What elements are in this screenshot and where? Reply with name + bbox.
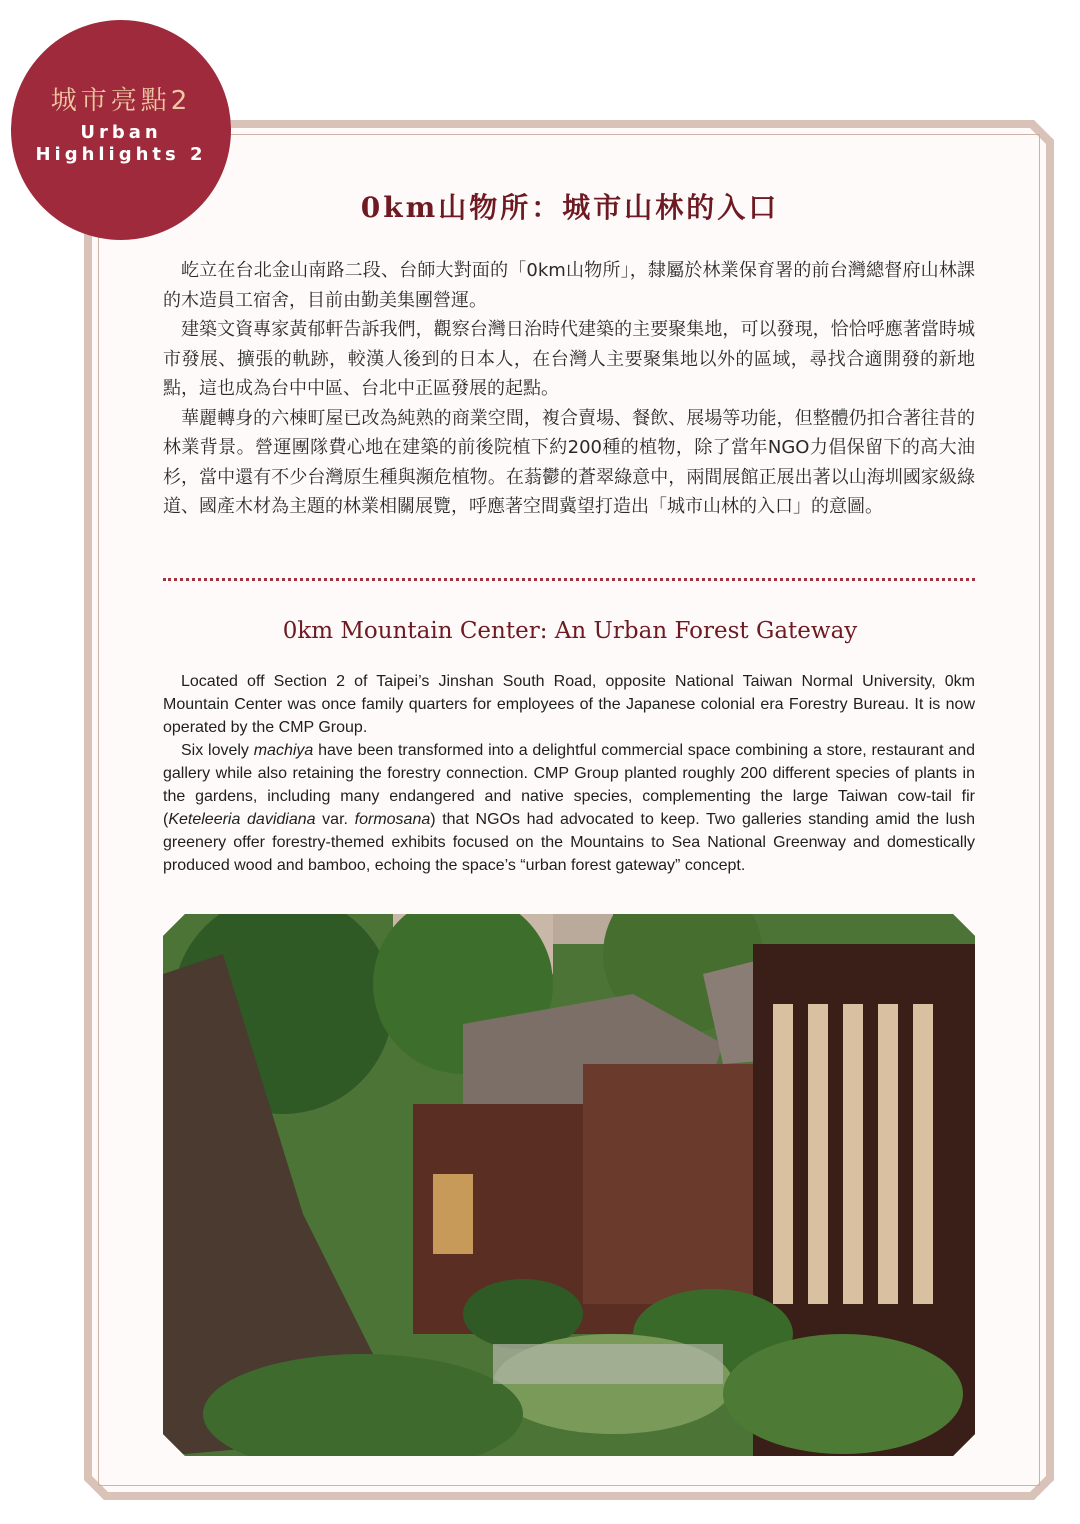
chinese-title: 0km山物所：城市山林的入口 [360,191,780,224]
english-paragraph [163,739,975,877]
english-body [163,670,975,877]
english-text: have been transformed into a delightful commercial space combining a store, restaurant and gallery while also retaining the forestry connection. CMP Group planted roughly 200 different species of plants in the gardens, including many endangered and native species, complementing the large Taiwan cow-tail fir ( [163,742,976,828]
english-italic-term: machiya [253,742,314,759]
badge-english-line1: Urban [80,122,162,143]
english-text: var. [315,811,355,828]
english-title: 0km Mountain Center: An Urban Forest Gateway [282,618,858,644]
chinese-body [163,256,975,522]
chinese-paragraph: 屹立在台北金山南路二段、台師大對面的「0km山物所」，隸屬於林業保育署的前台灣總督府山林課的木造員工宿舍，目前由勤美集團營運。 [163,260,975,311]
garden-photo-illustration [163,914,975,1456]
chinese-paragraph: 華麗轉身的六棟町屋已改為純熟的商業空間，複合賣場、餐飲、展場等功能，但整體仍扣合著往昔的林業背景。營運團隊費心地在建築的前後院植下約200種的植物，除了當年NGO力倡保留下的高大油杉，當中還有不少台灣原生種與瀕危植物。在蓊鬱的蒼翠綠意中，兩間展館正展出著以山海圳國家級綠道、國產木材為主題的林業相關展覽，呼應著空間冀望打造出「城市山林的入口」的意圖。 [163,407,975,517]
english-paragraph: Located off Section 2 of Taipei’s Jinshan South Road, opposite National Taiwan Normal University, 0km Mountain Center was once family quarters for employees of the Japanese colonial era Forestry Bureau. It is now operated by the CMP Group. [163,673,975,736]
badge-english-line2: Highlights 2 [35,144,207,165]
english-text: ) that NGOs had advocated to keep. Two galleries standing amid the lush greenery offer forestry-themed exhibits focused on the Mountains to Sea National Greenway and domestically produced wood and bamboo, echoing the space’s “urban forest gateway” concept. [163,811,975,874]
chinese-paragraph: 建築文資專家黃郁軒告訴我們，觀察台灣日治時代建築的主要聚集地，可以發現，恰恰呼應著當時城市發展、擴張的軌跡，較漢人後到的日本人，在台灣人主要聚集地以外的區域，尋找合適開發的新地點，這也成為台中中區、台北中正區發展的起點。 [163,319,975,399]
english-latin-name: Keteleeria davidiana [168,811,316,828]
garden-photo [163,914,975,1456]
badge-english-label [11,122,231,166]
section-divider [163,578,975,581]
english-latin-name: formosana [354,811,431,828]
badge-chinese-label: 城市亮點2 [50,86,192,116]
english-text: Six lovely [181,742,254,759]
